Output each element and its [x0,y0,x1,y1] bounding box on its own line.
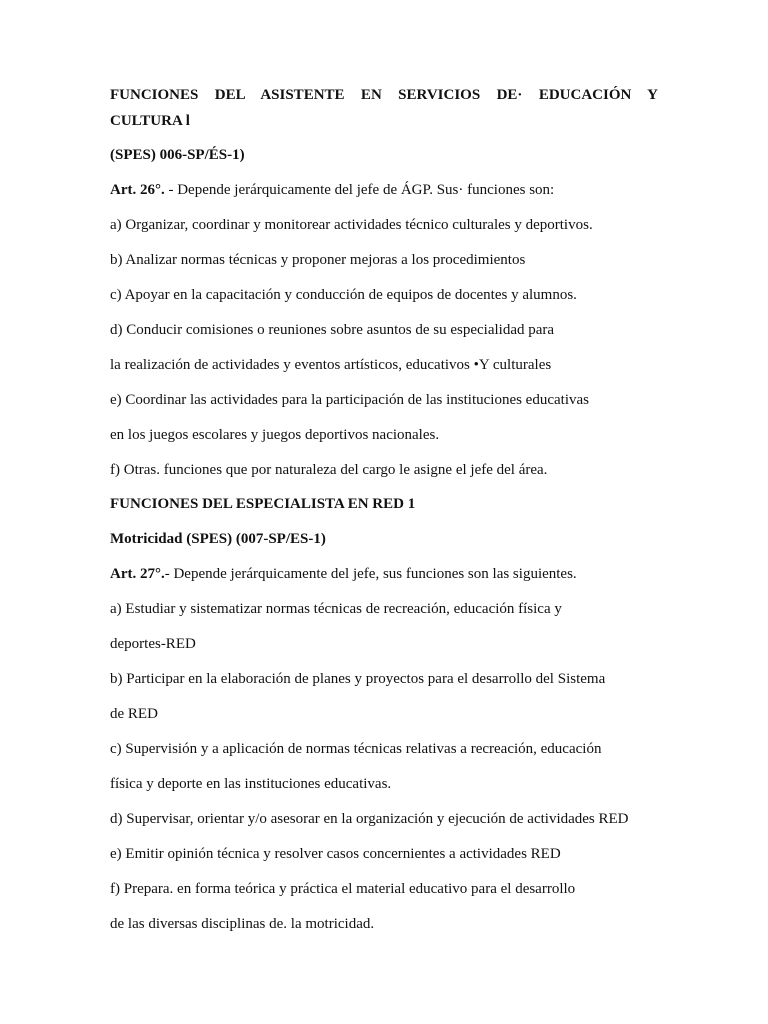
section1-item: a) Organizar, coordinar y monitorear actividades técnico culturales y deportivos. [110,217,593,233]
section1-article-text: - Depende jerárquicamente del jefe de ÁGP. Sus· funciones son: [164,182,555,198]
section2-item: de las diversas disciplinas de. la motricidad. [110,916,375,932]
section2-item: física y deporte en las instituciones educativas. [110,776,392,792]
section1-title-line2: CULTURA l [110,113,190,129]
section1-item: la realización de actividades y eventos artísticos, educativos •Y culturales [110,357,552,373]
section2-item: f) Prepara. en forma teórica y práctica el material educativo para el desarrollo [110,881,576,897]
section2-item: b) Participar en la elaboración de planes y proyectos para el desarrollo del Sistema [110,671,606,687]
section2-article [110,563,577,585]
section1-item: d) Conducir comisiones o reuniones sobre asuntos de su especialidad para [110,322,555,338]
section1-code: (SPES) 006-SP/ÉS-1) [110,147,245,163]
section1-item: b) Analizar normas técnicas y proponer mejoras a los procedimientos [110,252,526,268]
section1-title-line1: FUNCIONES DEL ASISTENTE EN SERVICIOS DE· EDUCACIÓN Y [110,87,658,103]
section1-item: e) Coordinar las actividades para la participación de las instituciones educativas [110,392,589,408]
section2-item: d) Supervisar, orientar y/o asesorar en la organización y ejecución de actividades RED [110,811,629,827]
section2-title: FUNCIONES DEL ESPECIALISTA EN RED 1 [110,496,416,512]
section2-subtitle: Motricidad (SPES) (007-SP/ES-1) [110,531,326,547]
section1-article [110,179,554,201]
section2-article-label: Art. 27°. [110,566,165,582]
section1-item: c) Apoyar en la capacitación y conducción de equipos de docentes y alumnos. [110,287,577,303]
section1-item: en los juegos escolares y juegos deportivos nacionales. [110,427,440,443]
section2-item: e) Emitir opinión técnica y resolver casos concernientes a actividades RED [110,846,561,862]
section2-item: a) Estudiar y sistematizar normas técnicas de recreación, educación física y [110,601,562,617]
section1-article-label: Art. 26°. [110,182,165,198]
section2-item: de RED [110,706,158,722]
section2-item: deportes-RED [110,636,196,652]
section1-item: f) Otras. funciones que por naturaleza del cargo le asigne el jefe del área. [110,462,548,478]
section2-item: c) Supervisión y a aplicación de normas técnicas relativas a recreación, educación [110,741,602,757]
section2-article-text: - Depende jerárquicamente del jefe, sus funciones son las siguientes. [164,566,577,582]
